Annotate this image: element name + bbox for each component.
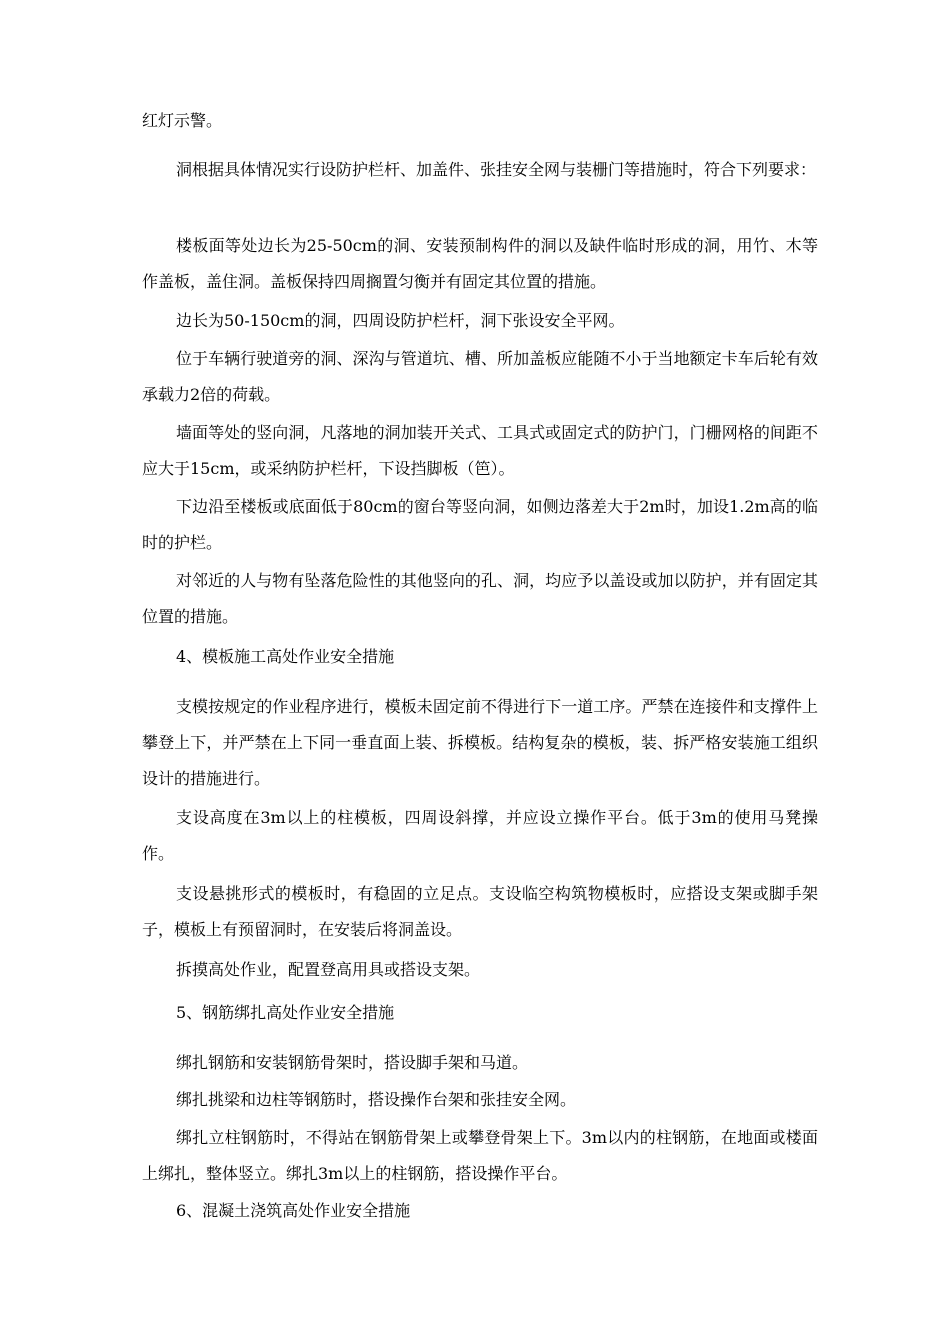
paragraph-rebar-scaffold: 绑扎钢筋和安装钢筋骨架时，搭设脚手架和马道。 — [176, 1053, 529, 1072]
paragraph-large-hole-railing: 边长为50-150cm的洞，四周设防护栏杆，洞下张设安全平网。 — [176, 311, 625, 330]
paragraph-wall-vertical-hole: 墙面等处的竖向洞，凡落地的洞加装开关式、工具式或固定式的防护门，门栅网格的间距不应大于15cm，或采纳防护栏杆，下设挡脚板（笆）。 — [142, 423, 818, 478]
paragraph-column-formwork: 支设高度在3m以上的柱模板，四周设斜撑，并应设立操作平台。低于3m的使用马凳操作。 — [142, 808, 818, 863]
paragraph-hole-protection-intro: 洞根据具体情况实行设防护栏杆、加盖件、张挂安全网与装栅门等措施时，符合下列要求： — [176, 160, 817, 179]
section-heading-rebar: 5、钢筋绑扎高处作业安全措施 — [176, 1003, 395, 1022]
paragraph-other-vertical-holes: 对邻近的人与物有坠落危险性的其他竖向的孔、洞，均应予以盖设或加以防护，并有固定其位置的措施。 — [142, 571, 818, 626]
paragraph-window-sill-hole: 下边沿至楼板或底面低于80cm的窗台等竖向洞，如侧边落差大于2m时，加设1.2m高的临时的护栏。 — [142, 497, 818, 552]
section-heading-concrete: 6、混凝土浇筑高处作业安全措施 — [176, 1201, 411, 1220]
paragraph-formwork-removal: 拆摸高处作业，配置登高用具或搭设支架。 — [176, 960, 481, 979]
paragraph-rebar-beam-column: 绑扎挑梁和边柱等钢筋时，搭设操作台架和张挂安全网。 — [176, 1090, 577, 1109]
paragraph-column-rebar: 绑扎立柱钢筋时，不得站在钢筋骨架上或攀登骨架上下。3m以内的柱钢筋，在地面或楼面上绑扎，整体竖立。绑扎3m以上的柱钢筋，搭设操作平台。 — [142, 1128, 818, 1183]
paragraph-formwork-procedure: 支模按规定的作业程序进行，模板未固定前不得进行下一道工序。严禁在连接件和支撑件上攀登上下，并严禁在上下同一垂直面上装、拆模板。结构复杂的模板，装、拆严格安装施工组织设计的措施进行。 — [142, 697, 818, 788]
section-heading-formwork: 4、模板施工高处作业安全措施 — [176, 647, 395, 666]
paragraph-floor-hole-cover: 楼板面等处边长为25-50cm的洞、安装预制构件的洞以及缺件临时形成的洞，用竹、木等作盖板，盖住洞。盖板保持四周搁置匀衡并有固定其位置的措施。 — [142, 236, 818, 291]
paragraph-red-light-warning: 红灯示警。 — [142, 111, 223, 130]
paragraph-cantilever-formwork: 支设悬挑形式的模板时，有稳固的立足点。支设临空构筑物模板时，应搭设支架或脚手架子，模板上有预留洞时，在安装后将洞盖设。 — [142, 884, 818, 939]
paragraph-roadside-hole-load: 位于车辆行驶道旁的洞、深沟与管道坑、槽、所加盖板应能随不小于当地额定卡车后轮有效承载力2倍的荷载。 — [142, 349, 818, 404]
